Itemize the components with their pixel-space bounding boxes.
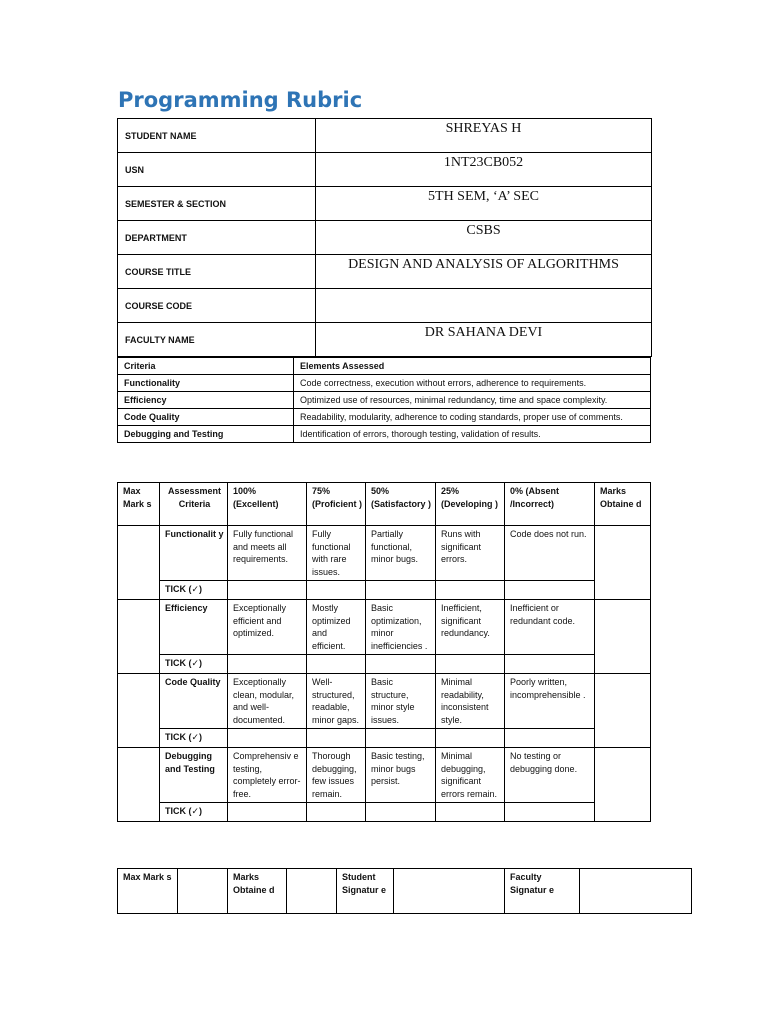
rubric-criteria: Code Quality — [160, 674, 228, 729]
student-signature-label: Student Signatur e — [337, 869, 394, 914]
tick-cell[interactable] — [228, 655, 307, 674]
tick-row — [118, 729, 651, 748]
tick-cell[interactable] — [505, 655, 595, 674]
column-header: Criteria — [118, 358, 294, 375]
max-marks-cell — [118, 600, 160, 674]
column-header-max-marks: Max Mark s — [118, 483, 160, 526]
column-header: Elements Assessed — [294, 358, 651, 375]
level-75-desc: Thorough debugging, few issues remain. — [307, 748, 366, 803]
level-100-desc: Exceptionally efficient and optimized. — [228, 600, 307, 655]
column-header-marks-obtained: Marks Obtaine d — [595, 483, 651, 526]
info-label: USN — [118, 153, 316, 187]
level-0-desc: Poorly written, incomprehensible . — [505, 674, 595, 729]
tick-cell[interactable] — [436, 655, 505, 674]
level-100-desc: Comprehensiv e testing, completely error-free. — [228, 748, 307, 803]
level-25-desc: Minimal readability, inconsistent style. — [436, 674, 505, 729]
tick-cell[interactable] — [228, 803, 307, 822]
faculty-signature-label: Faculty Signatur e — [505, 869, 580, 914]
tick-cell[interactable] — [366, 581, 436, 600]
max-marks-value[interactable] — [178, 869, 228, 914]
tick-cell[interactable] — [307, 729, 366, 748]
criteria-table — [117, 357, 651, 443]
criteria-row — [118, 392, 651, 409]
level-0-desc: No testing or debugging done. — [505, 748, 595, 803]
faculty-signature-field[interactable] — [580, 869, 692, 914]
level-100-desc: Exceptionally clean, modular, and well-documented. — [228, 674, 307, 729]
criteria-name: Efficiency — [118, 392, 294, 409]
criteria-row — [118, 375, 651, 392]
student-name-value: SHREYAS H — [316, 119, 652, 153]
level-25-desc: Runs with significant errors. — [436, 526, 505, 581]
tick-cell[interactable] — [436, 803, 505, 822]
max-marks-cell — [118, 674, 160, 748]
usn-value: 1NT23CB052 — [316, 153, 652, 187]
criteria-name: Debugging and Testing — [118, 426, 294, 443]
info-label: DEPARTMENT — [118, 221, 316, 255]
page-title: Programming Rubric — [118, 88, 363, 112]
info-label: COURSE CODE — [118, 289, 316, 323]
info-row-course-title — [118, 255, 652, 289]
level-50-desc: Basic testing, minor bugs persist. — [366, 748, 436, 803]
level-100-desc: Fully functional and meets all requirements. — [228, 526, 307, 581]
info-row-semester — [118, 187, 652, 221]
info-row-usn — [118, 153, 652, 187]
criteria-elements: Readability, modularity, adherence to coding standards, proper use of comments. — [294, 409, 651, 426]
student-info-table — [117, 118, 652, 357]
tick-cell[interactable] — [505, 729, 595, 748]
level-75-desc: Well-structured, readable, minor gaps. — [307, 674, 366, 729]
info-label: COURSE TITLE — [118, 255, 316, 289]
tick-cell[interactable] — [228, 729, 307, 748]
criteria-row — [118, 409, 651, 426]
max-marks-cell — [118, 526, 160, 600]
tick-cell[interactable] — [436, 729, 505, 748]
tick-cell[interactable] — [366, 729, 436, 748]
criteria-row — [118, 426, 651, 443]
tick-label: TICK (✓) — [160, 655, 228, 674]
tick-row — [118, 803, 651, 822]
marks-obtained-value[interactable] — [287, 869, 337, 914]
tick-cell[interactable] — [436, 581, 505, 600]
tick-cell[interactable] — [505, 581, 595, 600]
tick-label: TICK (✓) — [160, 803, 228, 822]
criteria-elements: Optimized use of resources, minimal redundancy, time and space complexity. — [294, 392, 651, 409]
rubric-row-code-quality — [118, 674, 651, 729]
marks-obtained-cell[interactable] — [595, 674, 651, 748]
tick-row — [118, 581, 651, 600]
criteria-name: Code Quality — [118, 409, 294, 426]
rubric-row-debugging — [118, 748, 651, 803]
rubric-row-functionality — [118, 526, 651, 581]
level-0-desc: Inefficient or redundant code. — [505, 600, 595, 655]
info-row-student-name — [118, 119, 652, 153]
criteria-name: Functionality — [118, 375, 294, 392]
level-25-desc: Inefficient, significant redundancy. — [436, 600, 505, 655]
course-title-value: DESIGN AND ANALYSIS OF ALGORITHMS — [316, 255, 652, 289]
summary-row — [118, 869, 692, 914]
course-code-value — [316, 289, 652, 323]
column-header-75: 75% (Proficient ) — [307, 483, 366, 526]
faculty-name-value: DR SAHANA DEVI — [316, 323, 652, 357]
column-header-50: 50% (Satisfactory ) — [366, 483, 436, 526]
criteria-elements: Identification of errors, thorough testing, validation of results. — [294, 426, 651, 443]
info-row-course-code — [118, 289, 652, 323]
column-header-0: 0% (Absent /Incorrect) — [505, 483, 595, 526]
tick-cell[interactable] — [307, 655, 366, 674]
tick-cell[interactable] — [366, 655, 436, 674]
criteria-header-row — [118, 358, 651, 375]
level-0-desc: Code does not run. — [505, 526, 595, 581]
department-value: CSBS — [316, 221, 652, 255]
tick-label: TICK (✓) — [160, 729, 228, 748]
info-label: FACULTY NAME — [118, 323, 316, 357]
rubric-header-row — [118, 483, 651, 526]
info-label: STUDENT NAME — [118, 119, 316, 153]
rubric-criteria: Efficiency — [160, 600, 228, 655]
marks-obtained-cell[interactable] — [595, 526, 651, 600]
column-header-100: 100% (Excellent) — [228, 483, 307, 526]
column-header-25: 25% (Developing ) — [436, 483, 505, 526]
rubric-criteria: Functionalit y — [160, 526, 228, 581]
level-50-desc: Basic structure, minor style issues. — [366, 674, 436, 729]
max-marks-cell — [118, 748, 160, 822]
tick-label: TICK (✓) — [160, 581, 228, 600]
tick-cell[interactable] — [307, 581, 366, 600]
tick-row — [118, 655, 651, 674]
info-row-faculty-name — [118, 323, 652, 357]
level-75-desc: Mostly optimized and efficient. — [307, 600, 366, 655]
student-signature-field[interactable] — [394, 869, 505, 914]
marks-obtained-label: Marks Obtaine d — [228, 869, 287, 914]
rubric-table — [117, 482, 651, 822]
criteria-elements: Code correctness, execution without errors, adherence to requirements. — [294, 375, 651, 392]
max-marks-label: Max Mark s — [118, 869, 178, 914]
tick-cell[interactable] — [366, 803, 436, 822]
tick-cell[interactable] — [307, 803, 366, 822]
column-header-criteria: Assessment Criteria — [160, 483, 228, 526]
semester-value: 5TH SEM, ‘A’ SEC — [316, 187, 652, 221]
rubric-criteria: Debugging and Testing — [160, 748, 228, 803]
rubric-row-efficiency — [118, 600, 651, 655]
tick-cell[interactable] — [505, 803, 595, 822]
level-75-desc: Fully functional with rare issues. — [307, 526, 366, 581]
summary-table — [117, 868, 692, 914]
tick-cell[interactable] — [228, 581, 307, 600]
info-label: SEMESTER & SECTION — [118, 187, 316, 221]
marks-obtained-cell[interactable] — [595, 600, 651, 674]
level-50-desc: Partially functional, minor bugs. — [366, 526, 436, 581]
level-25-desc: Minimal debugging, significant errors remain. — [436, 748, 505, 803]
level-50-desc: Basic optimization, minor inefficiencies . — [366, 600, 436, 655]
info-row-department — [118, 221, 652, 255]
marks-obtained-cell[interactable] — [595, 748, 651, 822]
